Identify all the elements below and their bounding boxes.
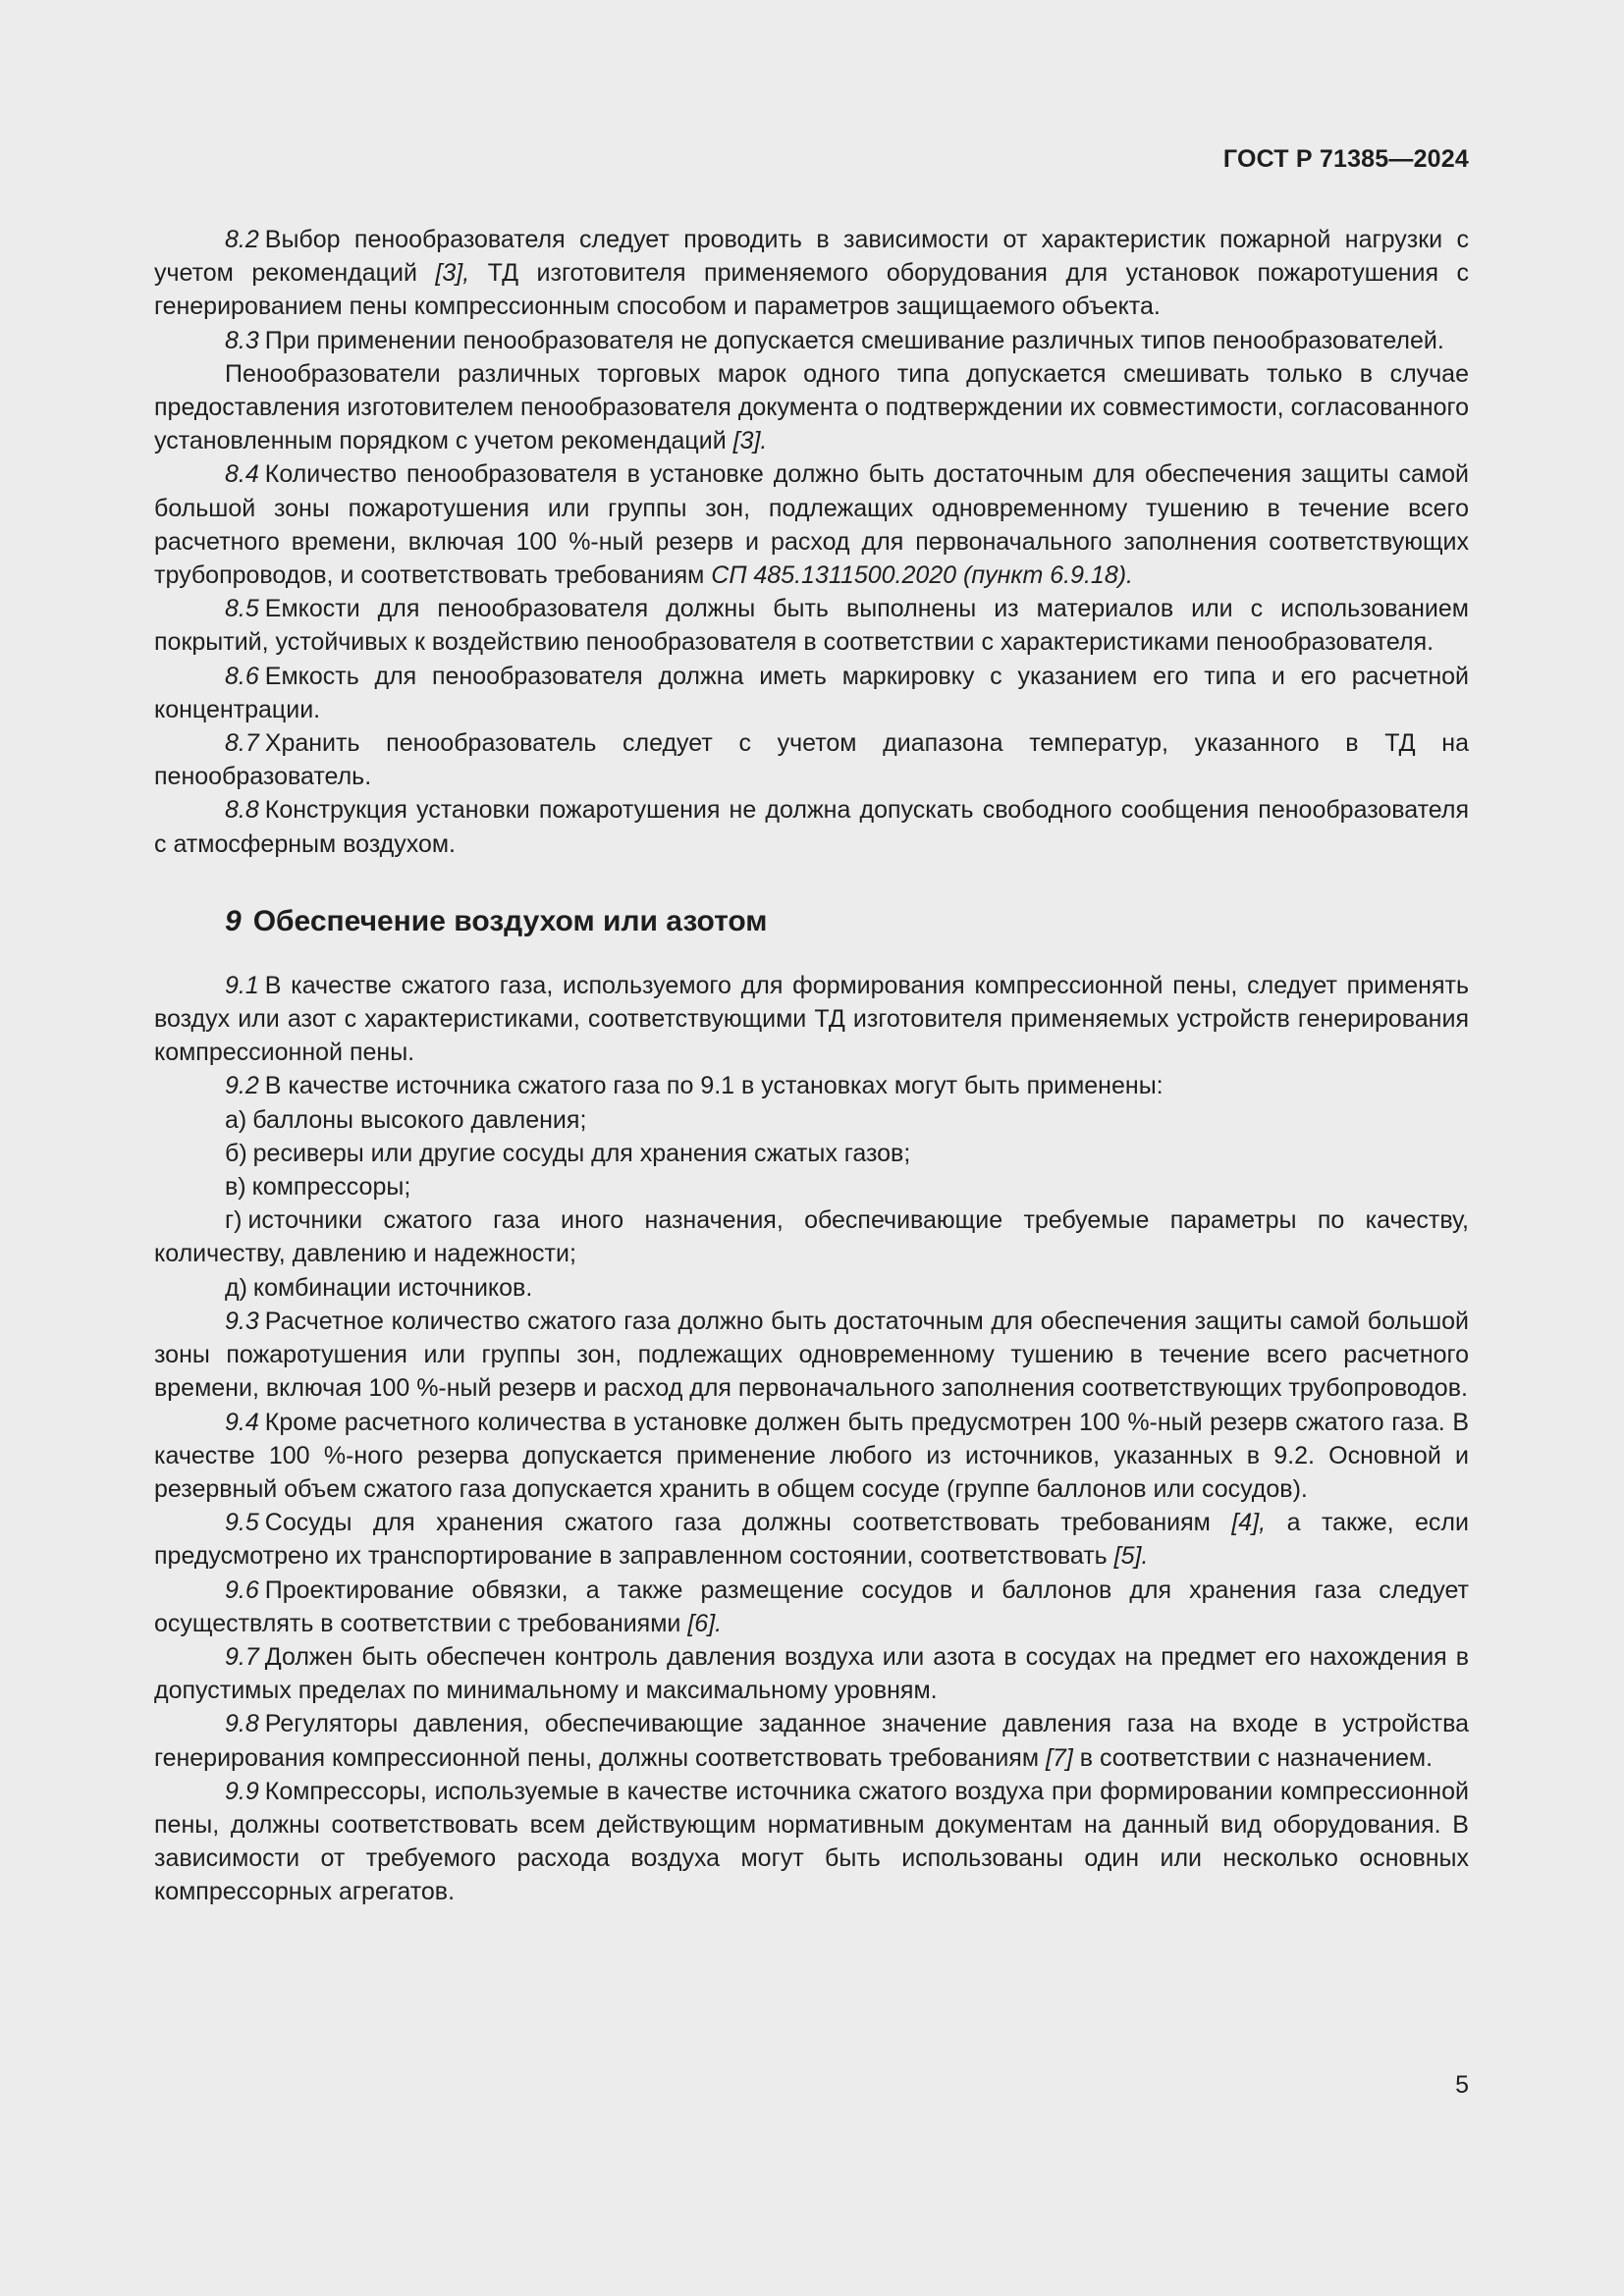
reference: СП 485.1311500.2020 (пункт 6.9.18). <box>711 561 1134 590</box>
list-item-text: баллоны высокого давления; <box>252 1105 587 1134</box>
paragraph-text: Емкость для пенообразователя должна иметь маркировку с указанием его типа и его расчетной концентрации. <box>154 662 1469 723</box>
paragraph-9-5 <box>154 1506 1469 1573</box>
section-number: 9 <box>225 904 242 937</box>
list-item <box>154 1271 1469 1305</box>
paragraph-9-6 <box>154 1574 1469 1640</box>
clause-number: 9.7 <box>225 1642 259 1671</box>
paragraph-8-3 <box>154 324 1469 357</box>
paragraph-text: Сосуды для хранения сжатого газа должны соответствовать требованиям <box>264 1509 1211 1537</box>
list-item-label: д) <box>225 1273 247 1302</box>
clause-number: 9.1 <box>225 971 259 999</box>
paragraph-8-7 <box>154 726 1469 793</box>
reference: [5]. <box>1113 1542 1149 1571</box>
paragraph-text: В качестве сжатого газа, используемого для формирования компрессионной пены, следует применять воздух или азот с характеристиками, соответствующими ТД изготовителя применяемых устройств генерирования компрессионной пены. <box>154 971 1469 1067</box>
paragraph-text: Пенообразователи различных торговых марок одного типа допускается смешивать только в случае предоставления изготовителем пенообразователя документа о подтверждении их совместимости, согласованного установленным порядком с учетом рекомендаций <box>154 359 1469 455</box>
list-item <box>154 1103 1469 1137</box>
paragraph-8-3-continued <box>154 357 1469 458</box>
clause-number: 9.8 <box>225 1710 259 1738</box>
paragraph-text: в соответствии с назначением. <box>1079 1743 1434 1772</box>
reference: [3]. <box>732 427 768 455</box>
clause-number: 8.2 <box>225 226 259 253</box>
paragraph-text: Расчетное количество сжатого газа должно быть достаточным для обеспечения защиты самой большой зоны пожаротушения или группы зон, подлежащих одновременному тушению в течение всего расчетного времени, включая 100 %-ный резерв и расход для первоначального заполнения соответствующих трубопроводов. <box>154 1307 1469 1403</box>
reference: [7] <box>1045 1743 1073 1772</box>
paragraph-9-2 <box>154 1069 1469 1102</box>
reference: [6]. <box>687 1609 723 1637</box>
paragraph-text: Конструкция установки пожаротушения не должна допускать свободного сообщения пенообразователя с атмосферным воздухом. <box>154 796 1469 858</box>
paragraph-8-6 <box>154 660 1469 726</box>
clause-number: 9.9 <box>225 1777 259 1805</box>
clause-number: 8.4 <box>225 460 259 489</box>
clause-number: 8.6 <box>225 662 259 690</box>
paragraph-9-3 <box>154 1305 1469 1406</box>
list-item <box>154 1170 1469 1203</box>
paragraph-text: Хранить пенообразователь следует с учетом диапазона температур, указанного в ТД на пенообразователь. <box>154 729 1469 791</box>
paragraph-text: Регуляторы давления, обеспечивающие заданное значение давления газа на входе в устройства генерирования компрессионной пены, должны соответствовать требованиям <box>154 1710 1469 1772</box>
paragraph-8-8 <box>154 793 1469 860</box>
paragraph-8-5 <box>154 592 1469 659</box>
clause-number: 8.8 <box>225 796 259 825</box>
paragraph-9-9 <box>154 1775 1469 1909</box>
list-item <box>154 1137 1469 1170</box>
section-title-text: Обеспечение воздухом или азотом <box>252 904 768 937</box>
clause-number: 8.5 <box>225 595 259 623</box>
document-header: ГОСТ Р 71385—2024 <box>1222 145 1469 173</box>
paragraph-text: Выбор пенообразователя следует проводить в зависимости от характеристик пожарной нагрузки с учетом рекомендаций <box>154 226 1469 288</box>
paragraph-text: а также, если предусмотрено их транспортирование в заправленном состоянии, соответствовать <box>154 1509 1469 1571</box>
paragraph-text: Емкости для пенообразователя должны быть выполнены из материалов или с использованием покрытий, устойчивых к воздействию пенообразователя в соответствии с характеристиками пенообразователя. <box>154 595 1469 657</box>
paragraph-text: При применении пенообразователя не допускается смешивание различных типов пенообразователей. <box>264 326 1444 354</box>
document-body <box>154 223 1469 1909</box>
list-item-text: ресиверы или другие сосуды для хранения сжатых газов; <box>252 1139 911 1167</box>
paragraph-8-2 <box>154 223 1469 324</box>
list-item-text: источники сжатого газа иного назначения, обеспечивающие требуемые параметры по качеству, количеству, давлению и надежности; <box>154 1206 1469 1268</box>
clause-number: 9.2 <box>225 1072 259 1100</box>
list-item <box>154 1203 1469 1270</box>
list-item-label: в) <box>225 1173 246 1201</box>
paragraph-9-8 <box>154 1707 1469 1774</box>
list-item-label: б) <box>225 1139 247 1167</box>
list-item-label: г) <box>225 1206 243 1235</box>
clause-number: 9.3 <box>225 1307 259 1335</box>
clause-number: 8.7 <box>225 729 259 758</box>
list-item-text: комбинации источников. <box>252 1273 533 1302</box>
section-9-title <box>154 902 1469 941</box>
paragraph-9-1 <box>154 969 1469 1070</box>
paragraph-text: Проектирование обвязки, а также размещение сосудов и баллонов для хранения газа следует осуществлять в соответствии с требованиями <box>154 1575 1469 1637</box>
paragraph-9-7 <box>154 1640 1469 1707</box>
paragraph-text: Количество пенообразователя в установке должно быть достаточным для обеспечения защиты самой большой зоны пожаротушения или группы зон, подлежащих одновременному тушению в течение всего расчетного времени, включая 100 %-ный резерв и расход для первоначального заполнения соответствующих трубопроводов, и соответствовать требованиям <box>154 460 1469 590</box>
list-item-label: а) <box>225 1105 247 1134</box>
paragraph-text: ТД изготовителя применяемого оборудования для установок пожаротушения с генерированием пены компрессионным способом и параметров защищаемого объекта. <box>154 259 1470 321</box>
clause-number: 9.6 <box>225 1575 259 1604</box>
paragraph-text: В качестве источника сжатого газа по 9.1 в установках могут быть применены: <box>264 1072 1164 1100</box>
paragraph-text: Должен быть обеспечен контроль давления воздуха или азота в сосудах на предмет его нахождения в допустимых пределах по минимальному и максимальному уровням. <box>154 1642 1469 1705</box>
reference: [3], <box>435 259 470 288</box>
page-number: 5 <box>1455 2071 1469 2099</box>
paragraph-text: Кроме расчетного количества в установке должен быть предусмотрен 100 %-ный резерв сжатого газа. В качестве 100 %-ного резерва допускается применение любого из источников, указанных в 9.2. Основной и резервный объем сжатого газа допускается хранить в общем сосуде (группе баллонов или сосудов). <box>154 1408 1469 1503</box>
list-item-text: компрессоры; <box>251 1173 411 1201</box>
paragraph-9-4 <box>154 1406 1469 1507</box>
clause-number: 9.4 <box>225 1408 259 1436</box>
clause-number: 9.5 <box>225 1509 259 1537</box>
paragraph-8-4 <box>154 457 1469 592</box>
clause-number: 8.3 <box>225 326 259 354</box>
paragraph-text: Компрессоры, используемые в качестве источника сжатого воздуха при формировании компрессионной пены, должны соответствовать всем действующим нормативным документам на данный вид оборудования. В зависимости от требуемого расхода воздуха могут быть использованы один или несколько основных компрессорных агрегатов. <box>154 1777 1469 1906</box>
reference: [4], <box>1231 1509 1267 1537</box>
